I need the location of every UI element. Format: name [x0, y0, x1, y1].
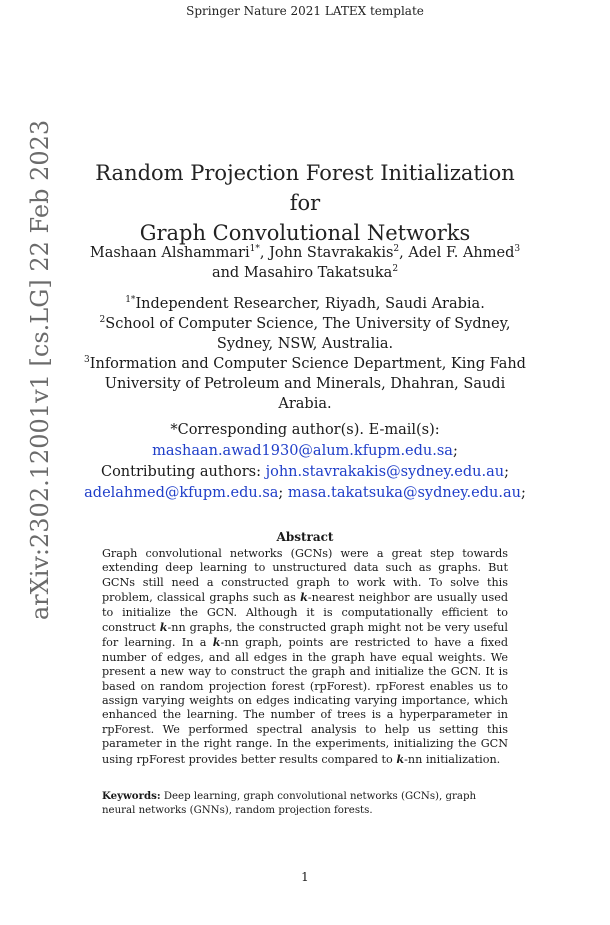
- page-number: 1: [301, 870, 309, 884]
- abstract-text: -nn graph, points are restricted to have a fixed number of edges, and all edges in the graph have equal weights. We present a new way to construct the graph and initialize the GCN. It is based on random projection forest (rpForest). rpForest enables us to assign varying weights on edges indicating varying importance, which enhanced the learning. The number of trees is a hyperparameter in rpForest. We performed spectral analysis to help us setting this parameter in the right range. In the experiments, initializing the GCN using rpForest provides better results compared to: [102, 636, 508, 766]
- abstract-math-k: k: [396, 751, 405, 766]
- abstract-text: -nearest neighbor are usually used to initialize the GCN. Although it is computationally efficient to construct: [102, 591, 508, 635]
- author-sup: 1*: [249, 244, 260, 255]
- author-name: , John Stavrakakis: [259, 245, 394, 261]
- separator: ;: [520, 485, 526, 501]
- affiliation-sup: 3: [84, 355, 90, 366]
- affiliation: [80, 354, 530, 414]
- email-line-2: [80, 462, 530, 483]
- corresponding-label: *Corresponding author(s). E-mail(s):: [170, 422, 440, 438]
- affiliation-text: School of Computer Science, The University of Sydney, Sydney, NSW, Australia.: [105, 316, 511, 352]
- corresponding-block: [80, 420, 530, 504]
- author-sup: 2: [393, 244, 400, 255]
- abstract-text: -nn initialization.: [404, 752, 501, 766]
- abstract-body: [102, 547, 508, 767]
- separator: ;: [504, 464, 509, 480]
- abstract-text: -nn graphs, the constructed graph might not be very useful for learning. In a: [102, 621, 508, 650]
- paper-title: [80, 158, 530, 248]
- affiliation-text: Independent Researcher, Riyadh, Saudi Arabia.: [135, 296, 485, 312]
- email-link[interactable]: mashaan.awad1930@alum.kfupm.edu.sa: [152, 443, 453, 459]
- affiliation-text: Information and Computer Science Department, King Fahd University of Petroleum and Minerals, Dhahran, Saudi Arabia.: [89, 356, 526, 412]
- abstract-math-k: k: [159, 620, 168, 635]
- author-sup: 2: [392, 264, 399, 275]
- author-name: Mashaan Alshammari: [89, 245, 250, 261]
- arxiv-stamp[interactable]: arXiv:2302.12001v1 [cs.LG] 22 Feb 2023: [26, 119, 54, 621]
- running-header: Springer Nature 2021 LATEX template: [186, 4, 424, 18]
- affiliation-sup: 2: [99, 315, 106, 326]
- affiliations: [80, 294, 530, 414]
- separator: ;: [278, 485, 284, 501]
- title-line-2: Graph Convolutional Networks: [139, 221, 471, 245]
- abstract-math-k: k: [300, 590, 308, 605]
- abstract-text: Graph convolutional networks (GCNs) were a great step towards extending deep learning to unstructured data such as graphs. But GCNs still need a constructed graph to work with. To solve this problem, classical graphs such as: [102, 547, 508, 605]
- email-link[interactable]: adelahmed@kfupm.edu.sa: [84, 485, 279, 501]
- author-sup: 3: [514, 244, 521, 255]
- author-line-2: [80, 263, 530, 283]
- abstract-heading: Abstract: [276, 530, 334, 544]
- email-link[interactable]: john.stavrakakis@sydney.edu.au: [265, 464, 505, 480]
- affiliation-sup: 1*: [125, 295, 136, 306]
- contributing-label: Contributing authors:: [100, 464, 261, 480]
- author-line-1: [80, 243, 530, 263]
- keywords-label: Keywords:: [102, 790, 161, 802]
- author-name: , Adel F. Ahmed: [399, 245, 515, 261]
- affiliation: [80, 294, 530, 314]
- keywords-text: Deep learning, graph convolutional networks (GCNs), graph neural networks (GNNs), random projection forests.: [102, 791, 477, 816]
- keywords: [102, 790, 508, 817]
- abstract-math-k: k: [212, 635, 221, 650]
- email-line-3: [80, 483, 530, 504]
- email-link[interactable]: masa.takatsuka@sydney.edu.au: [287, 485, 521, 501]
- author-list: [80, 243, 530, 283]
- author-name: and Masahiro Takatsuka: [211, 265, 393, 281]
- separator: ;: [452, 443, 458, 459]
- email-line-1: [80, 441, 530, 462]
- title-line-1: Random Projection Forest Initialization for: [95, 161, 515, 215]
- affiliation: [80, 314, 530, 354]
